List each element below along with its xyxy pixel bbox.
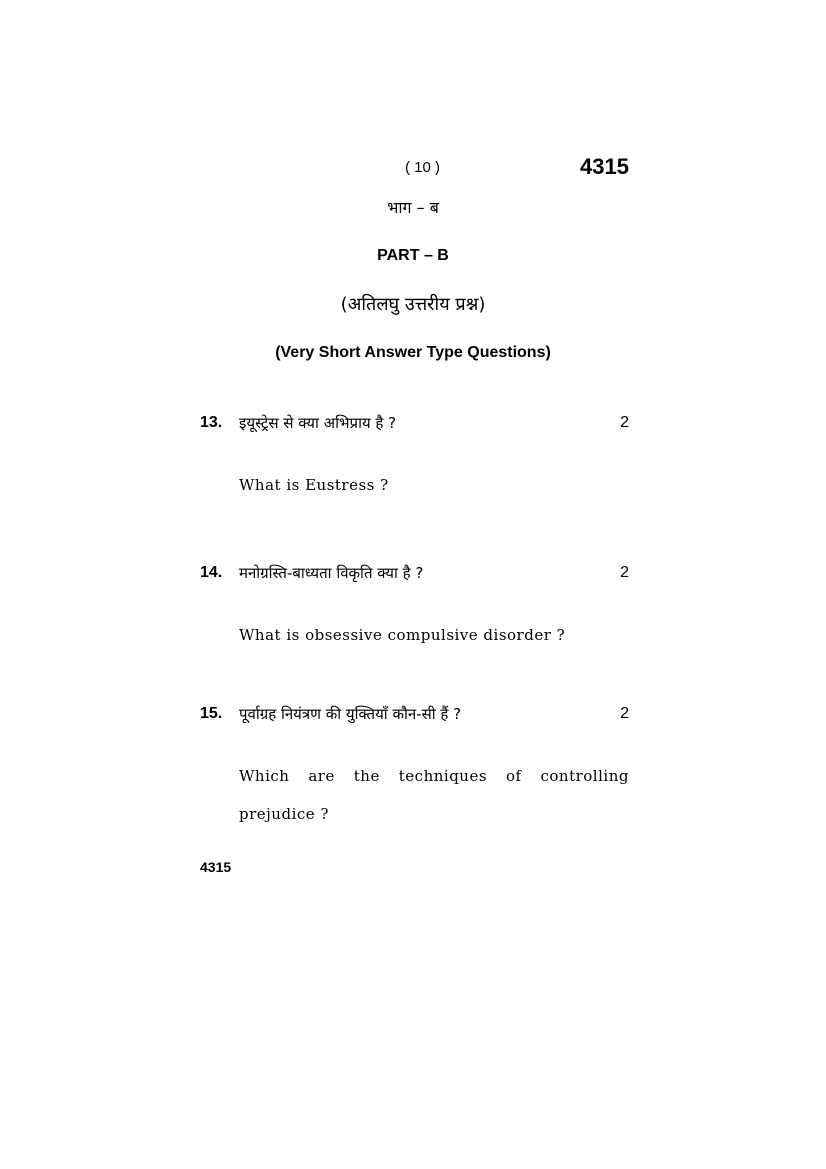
question-13-english: What is Eustress ? <box>239 476 389 494</box>
section-english-title: (Very Short Answer Type Questions) <box>275 344 551 361</box>
question-15-number: 15. <box>200 705 223 722</box>
question-15-english-line1 <box>239 767 629 785</box>
word: of <box>505 767 522 785</box>
question-15-hindi: पूर्वाग्रह नियंत्रण की युक्तियाँ कौन-सी हैं ? <box>239 705 462 723</box>
question-13-marks: 2 <box>620 414 629 431</box>
section-english-part: PART – B <box>377 247 449 264</box>
question-15-english-line2: prejudice ? <box>239 805 329 823</box>
question-15-marks: 2 <box>620 705 629 722</box>
section-hindi-part: भाग – ब <box>387 198 439 217</box>
question-14-hindi: मनोग्रस्ति-बाध्यता विकृति क्या है ? <box>239 564 424 582</box>
page-number: ( 10 ) <box>405 159 441 176</box>
question-14-marks: 2 <box>620 564 629 581</box>
paper-code-top: 4315 <box>580 154 629 179</box>
word: the <box>353 767 380 785</box>
question-14-english: What is obsessive compulsive disorder ? <box>239 626 566 644</box>
question-13-number: 13. <box>200 414 223 431</box>
question-14-number: 14. <box>200 564 223 581</box>
word: Which <box>239 767 290 785</box>
question-13-hindi: इयूस्ट्रेस से क्या अभिप्राय है ? <box>239 414 397 432</box>
paper-code-bottom: 4315 <box>200 859 232 875</box>
section-hindi-title: (अतिलघु उत्तरीय प्रश्न) <box>340 294 486 315</box>
word: controlling <box>540 767 629 785</box>
word: techniques <box>398 767 488 785</box>
word: are <box>308 767 335 785</box>
